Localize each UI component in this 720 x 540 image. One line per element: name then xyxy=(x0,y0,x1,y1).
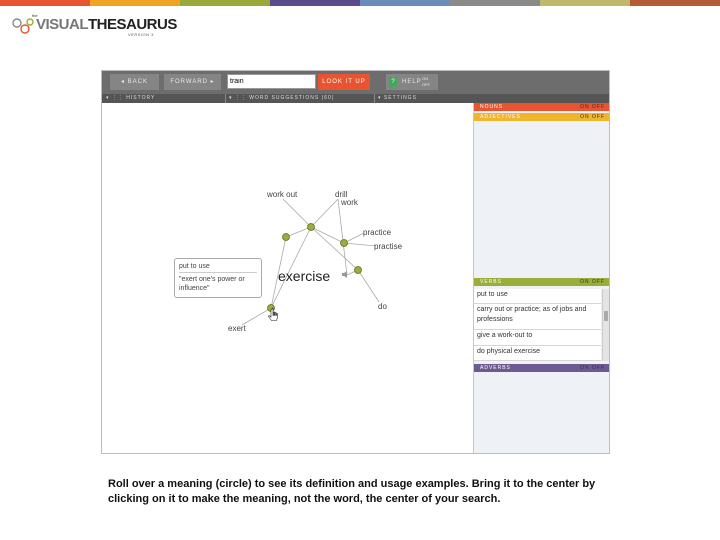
top-strip-segment xyxy=(360,0,450,6)
top-strip-segment xyxy=(90,0,180,6)
verbs-bar[interactable] xyxy=(474,278,609,286)
word-map-canvas[interactable] xyxy=(102,103,473,453)
meaning-node[interactable] xyxy=(308,224,315,231)
divider xyxy=(374,94,375,103)
adverbs-bar[interactable] xyxy=(474,364,609,372)
word-node[interactable]: practise xyxy=(374,242,403,251)
speaker-icon[interactable] xyxy=(342,271,347,278)
adverbs-toggle[interactable]: ON OFF xyxy=(580,365,605,371)
meaning-node[interactable] xyxy=(355,267,362,274)
graph-links xyxy=(242,199,379,325)
graph-link xyxy=(311,227,358,270)
graph-link xyxy=(286,227,311,237)
graph-link xyxy=(344,243,376,246)
scrollbar-thumb[interactable] xyxy=(604,311,608,321)
word-node[interactable]: practice xyxy=(363,228,392,237)
definition-item[interactable]: carry out or practice; as of jobs and professions xyxy=(474,304,601,330)
logo-title: VISUALTHESAURUS xyxy=(36,16,177,33)
word-suggestions-dropdown[interactable]: ▾ ⋮⋮ WORD SUGGESTIONS (60) xyxy=(229,95,335,101)
definition-item[interactable]: do physical exercise xyxy=(474,346,601,361)
graph-link xyxy=(283,199,311,227)
top-strip-segment xyxy=(270,0,360,6)
top-strip-segment xyxy=(0,0,90,6)
tooltip-heading: put to use xyxy=(179,262,257,273)
adjectives-label: ADJECTIVES xyxy=(480,114,521,120)
help-mode-toggle[interactable]: ON OFF xyxy=(422,76,430,87)
verbs-toggle[interactable]: ON OFF xyxy=(580,279,605,285)
top-strip-segment xyxy=(180,0,270,6)
word-node[interactable]: work xyxy=(341,198,358,207)
adjectives-toggle[interactable]: ON OFF xyxy=(580,114,605,120)
divider xyxy=(225,94,226,103)
logo-version: VERSION 3 xyxy=(128,32,154,37)
top-strip-segment xyxy=(540,0,630,6)
meaning-node[interactable] xyxy=(341,240,348,247)
graph-link xyxy=(311,199,338,227)
meaning-node[interactable] xyxy=(283,234,290,241)
sub-toolbar xyxy=(102,94,609,103)
back-button[interactable]: ◂ BACK xyxy=(110,74,159,90)
verb-definitions-list xyxy=(474,289,601,361)
slide-caption: Roll over a meaning (circle) to see its definition and usage examples. Bring it to the center by clicking on it to make the meaning, not the word, the center of your search. xyxy=(108,478,596,505)
help-label: HELP xyxy=(402,79,422,85)
word-node[interactable]: exert xyxy=(228,324,246,333)
graph-link xyxy=(338,199,347,275)
definition-item[interactable]: put to use xyxy=(474,289,601,304)
logo-mark-icon xyxy=(12,18,34,34)
toolbar xyxy=(102,71,609,94)
definition-item[interactable]: give a work-out to xyxy=(474,330,601,346)
tooltip-definition: "exert one's power or influence" xyxy=(179,276,245,292)
look-it-up-button[interactable]: LOOK IT UP xyxy=(318,74,370,90)
forward-button[interactable]: FORWARD ▸ xyxy=(164,74,221,90)
settings-dropdown[interactable]: ▾ SETTINGS xyxy=(378,95,417,101)
adjectives-bar[interactable] xyxy=(474,113,609,121)
nouns-label: NOUNS xyxy=(480,104,504,110)
word-node[interactable]: do xyxy=(378,302,387,311)
definition-tooltip xyxy=(174,258,262,298)
visual-thesaurus-app xyxy=(101,70,610,454)
top-strip-segment xyxy=(450,0,540,6)
word-node[interactable]: drill xyxy=(335,190,348,199)
visual-thesaurus-logo xyxy=(10,10,177,38)
center-word[interactable]: exercise xyxy=(278,268,331,284)
logo-small-text: the xyxy=(32,13,38,18)
help-button[interactable] xyxy=(386,74,438,90)
graph-link xyxy=(311,227,344,243)
word-map-graph xyxy=(102,103,473,453)
graph-link xyxy=(242,308,271,325)
definitions-scrollbar[interactable] xyxy=(602,289,609,361)
top-strip-segment xyxy=(630,0,720,6)
graph-link xyxy=(358,270,379,302)
search-input[interactable] xyxy=(227,74,316,89)
nouns-toggle[interactable]: ON OFF xyxy=(580,104,605,110)
top-color-strip xyxy=(0,0,720,6)
verbs-label: VERBS xyxy=(480,279,502,285)
nouns-bar[interactable] xyxy=(474,103,609,111)
history-dropdown[interactable]: ▾ ⋮⋮ HISTORY xyxy=(106,95,156,101)
adverbs-label: ADVERBS xyxy=(480,365,511,371)
word-node[interactable]: work out xyxy=(267,190,298,199)
part-of-speech-panel xyxy=(473,103,609,453)
question-icon: ? xyxy=(389,77,397,87)
